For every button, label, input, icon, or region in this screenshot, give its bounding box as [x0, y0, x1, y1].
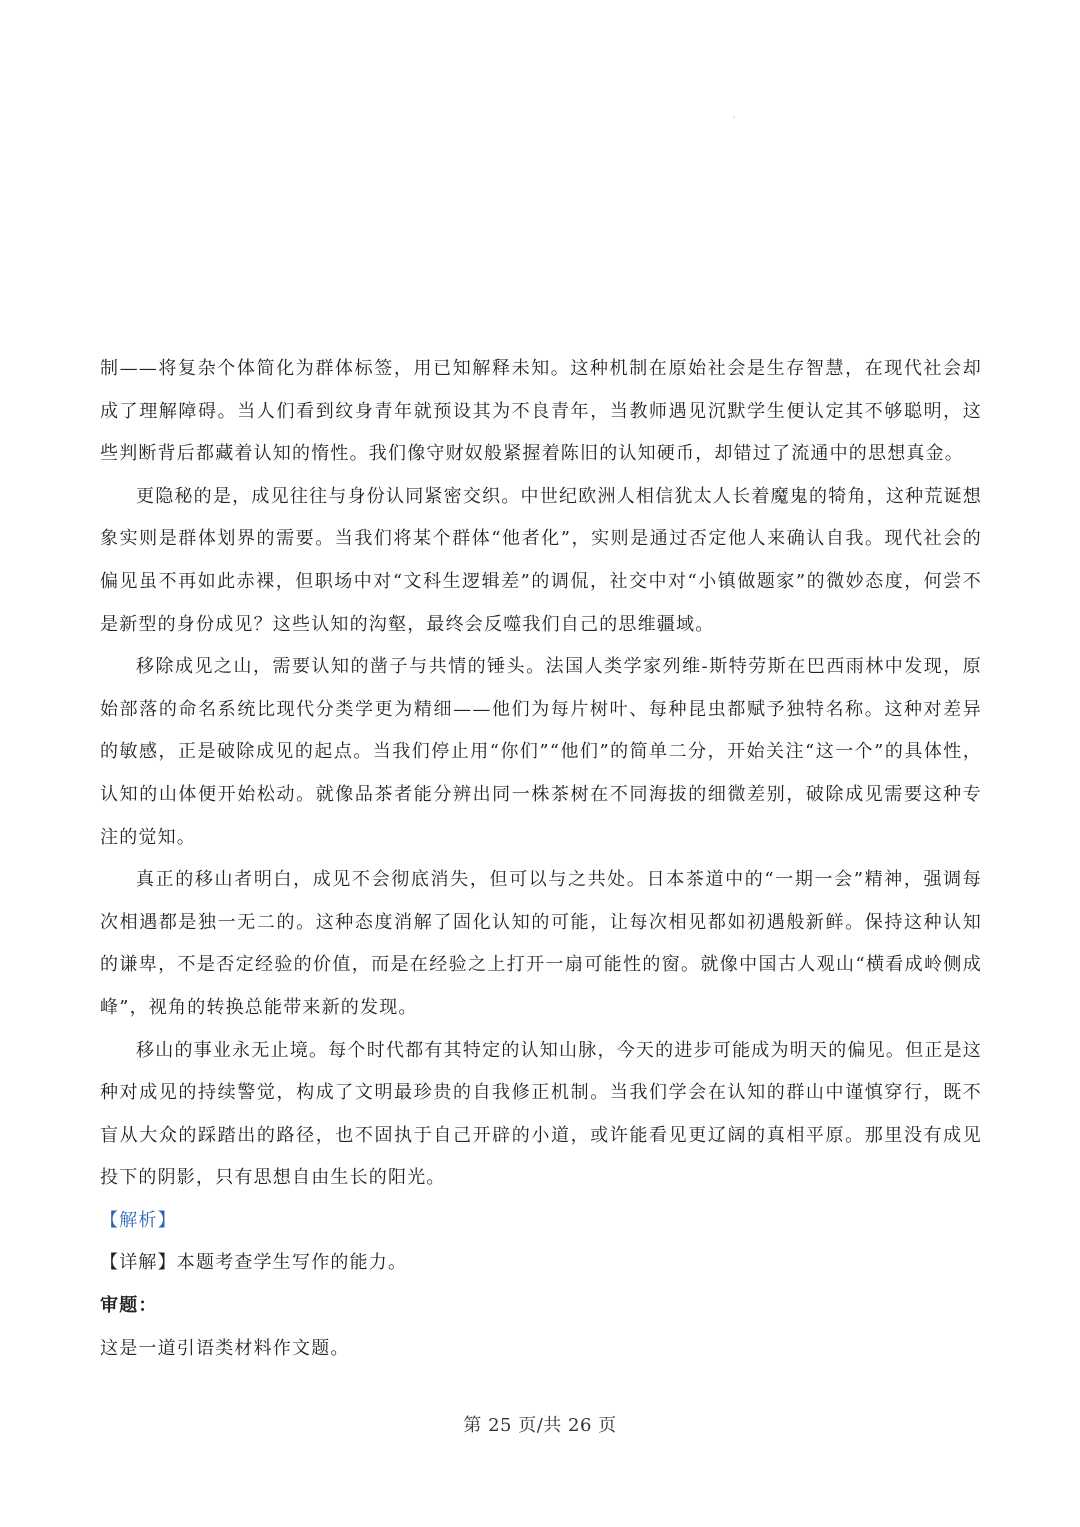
- essay-body: [100, 348, 982, 1370]
- scan-speck: [733, 116, 735, 118]
- paragraph-continuation: 制——将复杂个体简化为群体标签，用已知解释未知。这种机制在原始社会是生存智慧，在现代社会却成了理解障碍。当人们看到纹身青年就预设其为不良青年，当教师遇见沉默学生便认定其不够聪明，这些判断背后都藏着认知的惰性。我们像守财奴般紧握着陈旧的认知硬币，却错过了流通中的思想真金。: [100, 358, 982, 465]
- paragraph-coexist: 真正的移山者明白，成见不会彻底消失，但可以与之共处。日本茶道中的“一期一会”精神，强调每次相遇都是独一无二的。这种态度消解了固化认知的可能，让每次相见都如初遇般新鲜。保持这种认知的谦卑，不是否定经验的价值，而是在经验之上打开一扇可能性的窗。就像中国古人观山“横看成岭侧成峰”，视角的转换总能带来新的发现。: [100, 869, 982, 1018]
- paragraph-remove-prejudice: 移除成见之山，需要认知的凿子与共情的锤头。法国人类学家列维-斯特劳斯在巴西雨林中发现，原始部落的命名系统比现代分类学更为精细——他们为每片树叶、每种昆虫都赋予独特名称。这种对差异的敏感，正是破除成见的起点。当我们停止用“你们”“他们”的简单二分，开始关注“这一个”的具体性，认知的山体便开始松动。就像品茶者能分辨出同一株茶树在不同海拔的细微差别，破除成见需要这种专注的觉知。: [100, 656, 982, 848]
- analysis-tag: 【解析】: [100, 1209, 177, 1231]
- page-number: 第 25 页/共 26 页: [463, 1415, 617, 1436]
- paragraph-conclusion: 移山的事业永无止境。每个时代都有其特定的认知山脉，今天的进步可能成为明天的偏见。但正是这种对成见的持续警觉，构成了文明最珍贵的自我修正机制。当我们学会在认知的群山中谨慎穿行，既不盲从大众的踩踏出的路径，也不固执于自己开辟的小道，或许能看见更辽阔的真相平原。那里没有成见投下的阴影，只有思想自由生长的阳光。: [100, 1039, 982, 1189]
- paragraph-identity: 更隐秘的是，成见往往与身份认同紧密交织。中世纪欧洲人相信犹太人长着魔鬼的犄角，这种荒诞想象实则是群体划界的需要。当我们将某个群体“他者化”，实则是通过否定他人来确认自我。现代社会的偏见虽不再如此赤裸，但职场中对“文科生逻辑差”的调侃，社交中对“小镇做题家”的微妙态度，何尝不是新型的身份成见？这些认知的沟壑，最终会反噬我们自己的思维疆域。: [100, 485, 982, 635]
- review-text: 这是一道引语类材料作文题。: [100, 1337, 350, 1359]
- analysis-detail: 【详解】本题考查学生写作的能力。: [100, 1252, 408, 1274]
- review-heading: 审题：: [100, 1295, 158, 1317]
